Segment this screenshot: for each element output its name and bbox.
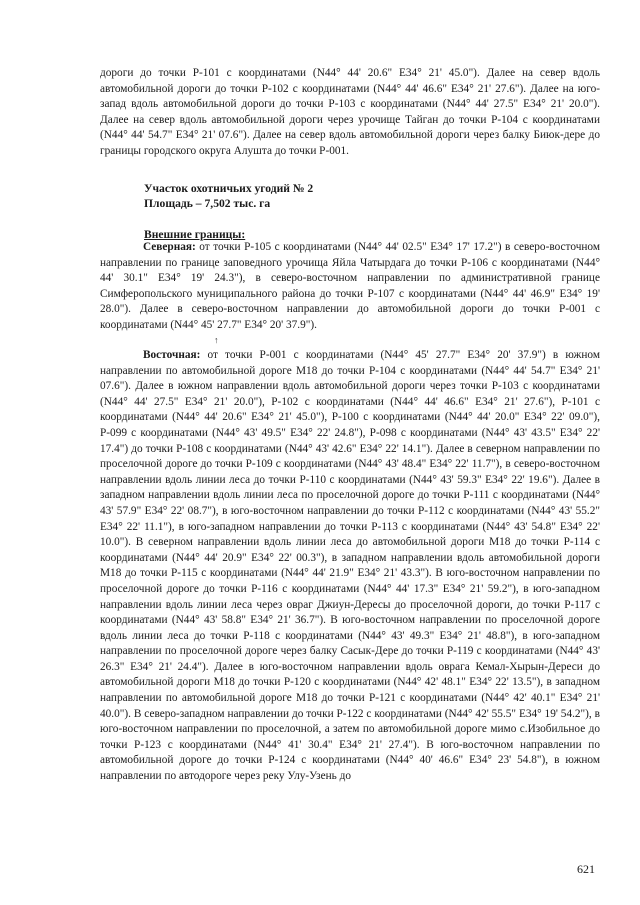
page-number: 621	[577, 862, 595, 876]
area-title: Площадь – 7,502 тыс. га	[144, 197, 271, 210]
scan-arrow-mark: ↑	[214, 335, 219, 345]
east-text: от точки Р-001 с координатами (N44° 45' 27.7" E34° 20' 37.9") в южном направлении по автомобильной дороге М18 до точки Р-104 с координатами (N44° 44' 54.7" E34° 21' 07.6"). Далее в южном направлении вдоль автомобильной дороги через точки Р-103 с координатами (N44° 44' 27.5" E34° 21' 20.0"), Р-102 с координатами (N44° 44' 46.6" E34° 21' 27.6"), Р-101 с координатами (N44° 44' 20.6" E34° 21' 45.0"), Р-100 с координатами (N44° 44' 20.0" E34° 22' 09.0"), Р-099 с координатами (N44° 43' 49.5" E34° 22' 24.8"), Р-098 с координатами (N44° 43' 43.5" E34° 22' 17.4") до точки Р-108 с координатами (N44° 43' 42.6" E34° 22' 14.1"). Далее в северном направлении по проселочной дороге до точки Р-109 с координатами (N44° 43' 48.4" E34° 22' 11.7"), в северо-восточном направлении вдоль линии леса до точки Р-110 с координатами (N44° 43' 59.3" E34° 22' 19.6"). Далее в западном направлении вдоль линии леса по проселочной дороге до точки Р-111 с координатами (N44° 43' 57.9" E34° 22' 08.7"), в юго-восточном направлении до точки Р-112 с координатами (N44° 43' 55.2" E34° 22' 11.1"), в юго-западном направлении до точки Р-113 с координатами (N44° 43' 54.8" E34° 22' 10.0"). В северном направлении вдоль линии леса до автомобильной дороги М18 до точки Р-114 с координатами (N44° 44' 20.9" E34° 22' 00.3"), в западном направлении вдоль автомобильной дороги М18 до точки Р-115 с координатами (N44° 44' 21.9" E34° 21' 43.3"). В юго-восточном направлении по проселочной дороге до точки Р-116 с координатами (N44° 44' 17.3" E34° 21' 59.2"), в юго-западном направлении вдоль линии леса через овраг Джиун-Дересы до проселочной дороги, до точки Р-117 с координатами (N44° 43' 58.8" E34° 21' 36.7"). В юго-восточном направлении по проселочной дороге вдоль линии леса до точки Р-118 с координатами (N44° 43' 49.3" E34° 21' 48.8"), в юго-западном направлении по проселочной дороге через балку Сасык-Дере до точки Р-119 с координатами (N44° 43' 26.3" E34° 21' 24.4"). Далее в юго-восточном направлении вдоль оврага Кемал-Хырын-Дереси до автомобильной дороги М18 до точки Р-120 с координатами (N44° 42' 48.1" E34° 22' 13.5"), в западном направлении по автомобильной дороге М18 до точки Р-121 с координатами (N44° 42' 40.1" E34° 21' 40.0"). В северо-западном направлении до точки Р-122 с координатами (N44° 42' 55.5" E34° 19' 54.2"), в юго-восточном направлении по проселочной, а затем по автомобильной дороге мимо с.Изобильное до точки Р-123 с координатами (N44° 41' 30.4" E34° 21' 27.4"). В юго-восточном направлении по автомобильной дороге до точки Р-124 с координатами (N44° 40' 46.6" E34° 23' 54.8"), в южном направлении по автодороге через реку Улу-Узень до	[100, 349, 600, 783]
north-text: от точки Р-105 с координатами (N44° 44' 02.5" E34° 17' 17.2") в северо-восточном направлении по границе заповедного урочища Яйла Чатырдага до точки Р-106 с координатами (N44° 44' 30.1" E34° 19' 24.3"), в северо-восточном направлении по административной границе Симферопольского муниципального района до точки Р-107 с координатами (N44° 44' 46.9" E34° 19' 28.0"). Далее в северо-восточном направлении до автомобильной дороги до точки Р-001 с координатами (N44° 45' 27.7" E34° 20' 37.9").	[100, 241, 600, 331]
north-label: Северная:	[143, 241, 196, 253]
paragraph-text: дороги до точки Р-101 с координатами (N44° 44' 20.6" E34° 21' 45.0"). Далее на север вдоль автомобильной дороги до точки Р-102 с координатами (N44° 44' 46.6" E34° 21' 27.6"). Далее на юго-запад вдоль автомобильной дороги до точки Р-103 с координатами (N44° 44' 27.5" E34° 21' 20.0"). Далее на север вдоль автомобильной дороги через урочище Тайган до точки Р-104 с координатами (N44° 44' 54.7" E34° 21' 07.6"). Далее на север вдоль автомобильной дороги через балку Биюк-дере до границы городского округа Алушта до точки Р-001.	[100, 67, 600, 157]
paragraph-east-border	[100, 348, 600, 785]
paragraph-continuation	[100, 66, 600, 160]
paragraph-north-border	[100, 240, 600, 334]
east-label: Восточная:	[143, 349, 201, 361]
external-borders-heading: Внешние границы:	[144, 228, 246, 241]
section-title: Участок охотничьих угодий № 2	[144, 182, 314, 195]
